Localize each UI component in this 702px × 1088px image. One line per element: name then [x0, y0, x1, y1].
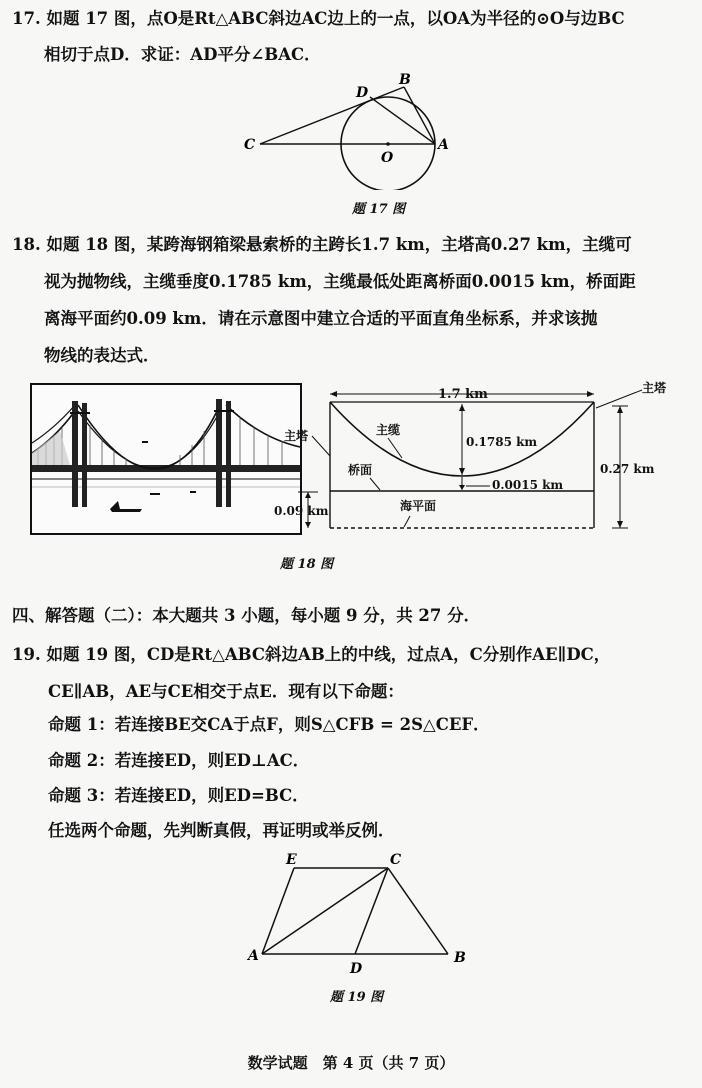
q19-label-c: C — [390, 852, 402, 868]
q18-schematic — [272, 378, 684, 538]
q18-cable-label: 主缆 — [376, 423, 401, 437]
q17-label-d: D — [356, 85, 369, 101]
q17-label-o: O — [381, 150, 394, 166]
q18-clearance-label: 0.0015 km — [492, 478, 564, 492]
q18-tower-height-label: 0.27 km — [600, 462, 655, 476]
q17-caption: 题 17 图 — [352, 202, 406, 217]
q18-line2: 视为抛物线，主缆垂度0.1785 km，主缆最低处距离桥面0.0015 km，桥面距 — [44, 272, 636, 291]
q19-prop3: 命题 3：若连接ED，则ED=BC． — [48, 786, 309, 805]
q18-line1: 18. 如题 18 图，某跨海钢箱梁悬索桥的主跨长1.7 km，主塔高0.27 km，主缆可 — [12, 235, 632, 254]
q18-line3: 离海平面约0.09 km．请在示意图中建立合适的平面直角坐标系，并求该抛 — [44, 309, 598, 328]
q18-tower-right-label: 主塔 — [642, 381, 667, 395]
q17-label-b: B — [399, 72, 411, 88]
q19-task: 任选两个命题，先判断真假，再证明或举反例． — [48, 821, 395, 840]
q18-span-label: 1.7 km — [438, 387, 488, 402]
q17-label-a: A — [438, 137, 449, 153]
page-footer: 数学试题 第 4 页（共 7 页） — [247, 1054, 455, 1072]
q18-sea-label: 海平面 — [400, 499, 437, 513]
q17-point-o — [386, 142, 390, 146]
q19-label-a: A — [248, 948, 259, 964]
q19-label-b: B — [454, 950, 466, 966]
q19-prop1: 命题 1：若连接BE交CA于点F，则S△CFB = 2S△CEF． — [48, 715, 490, 734]
section-heading: 四、解答题（二）：本大题共 3 小题，每小题 9 分，共 27 分． — [12, 606, 481, 625]
q19-caption: 题 19 图 — [330, 990, 384, 1005]
q19-figure — [246, 850, 476, 978]
q18-bridge-sketch — [30, 383, 302, 535]
q19-label-d: D — [350, 961, 363, 977]
q18-line4: 物线的表达式． — [44, 346, 160, 365]
q18-caption: 题 18 图 — [280, 557, 334, 572]
q18-sag-label: 0.1785 km — [466, 435, 538, 449]
q17-line-cb — [260, 87, 404, 144]
q19-line1: 19. 如题 19 图，CD是Rt△ABC斜边AB上的中线，过点A，C分别作AE∥DC， — [12, 645, 611, 664]
q18-deck-label: 桥面 — [348, 463, 373, 477]
q18-tower-left-label: 主塔 — [284, 429, 309, 443]
q17-line2: 相切于点D．求证：AD平分∠BAC． — [44, 45, 321, 64]
q17-line-da — [370, 97, 435, 144]
q19-line2: CE∥AB，AE与CE相交于点E．现有以下命题： — [48, 682, 404, 701]
q17-figure — [230, 70, 460, 190]
q17-line-ba — [404, 87, 435, 144]
q19-prop2: 命题 2：若连接ED，则ED⊥AC． — [48, 751, 310, 770]
q19-label-e: E — [286, 852, 297, 868]
q17-line1: 17. 如题 17 图，点O是Rt△ABC斜边AC边上的一点，以OA为半径的⊙O与边BC — [12, 9, 625, 28]
q18-deck-height-label: 0.09 km — [274, 504, 329, 518]
q17-label-c: C — [244, 137, 256, 153]
